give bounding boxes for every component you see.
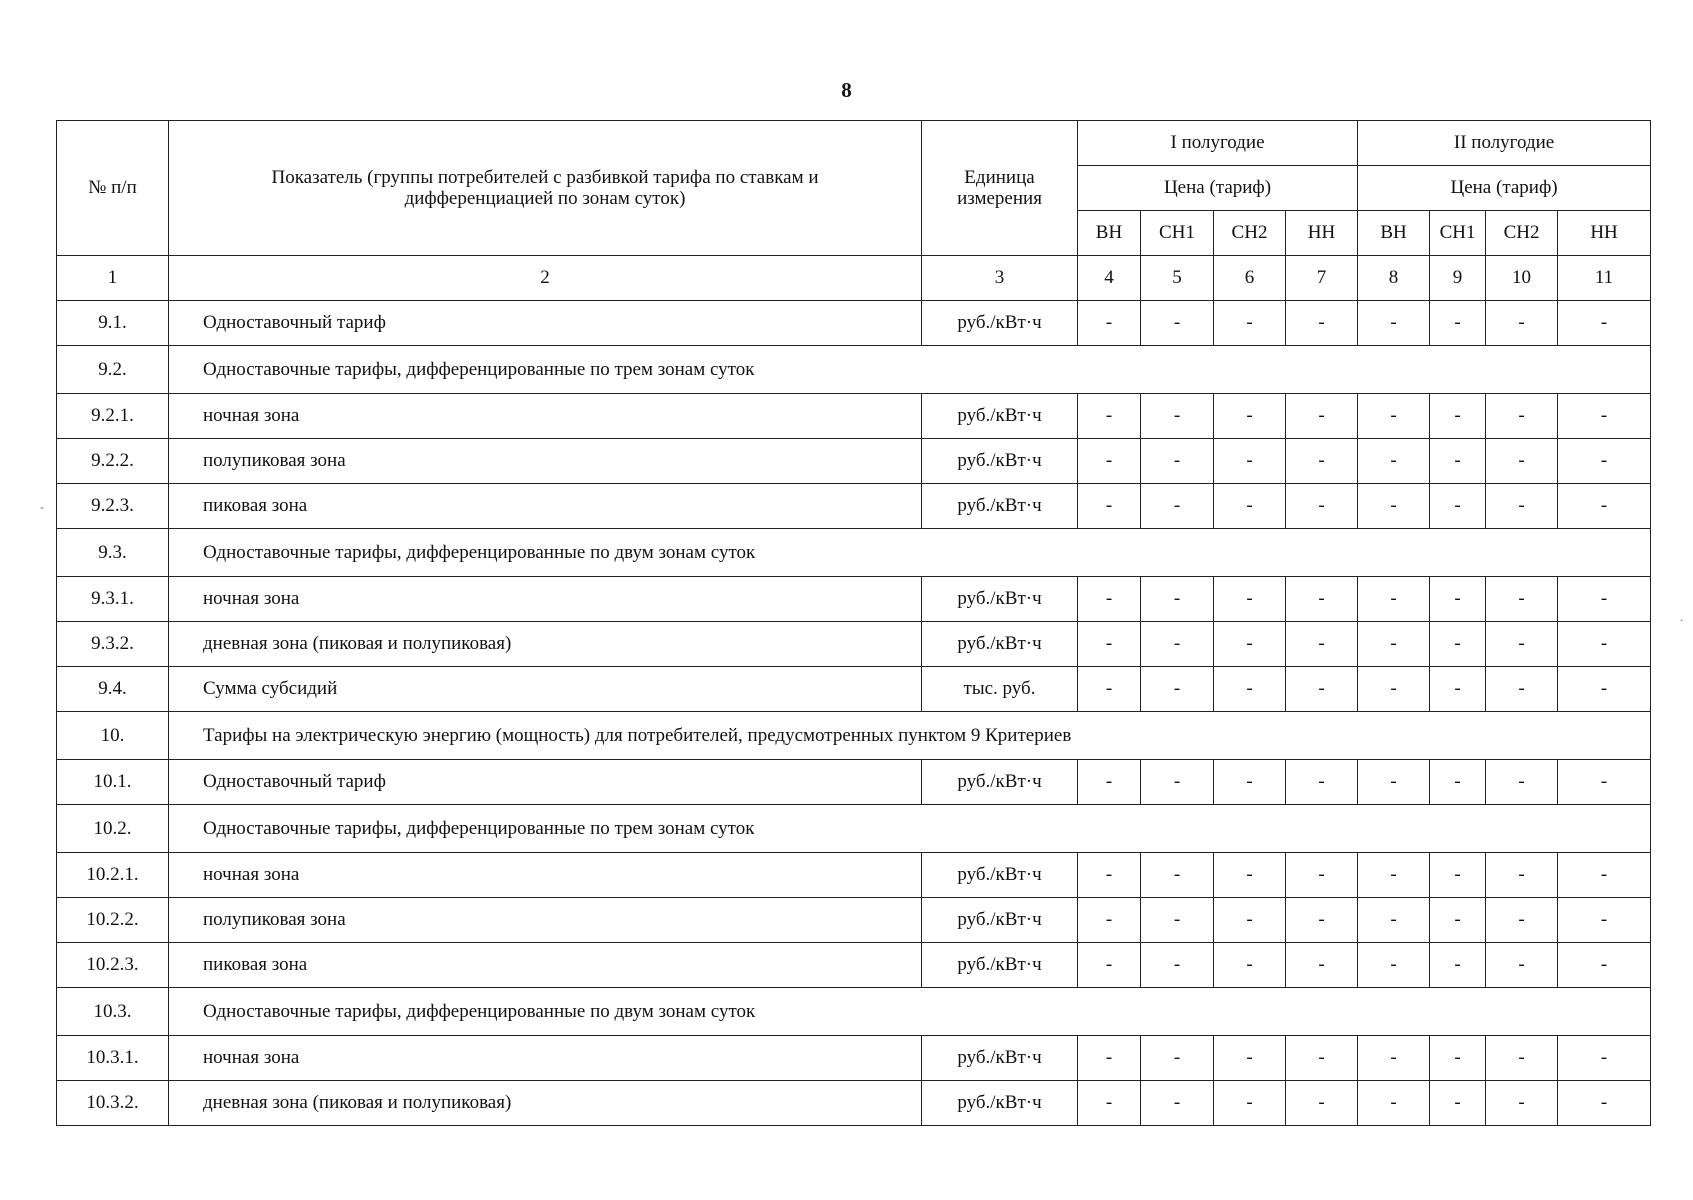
- row-value: -: [1430, 898, 1486, 943]
- row-value: -: [1214, 301, 1286, 346]
- row-value: -: [1430, 622, 1486, 667]
- row-value: -: [1486, 484, 1558, 529]
- row-value: -: [1214, 760, 1286, 805]
- row-value: -: [1430, 301, 1486, 346]
- row-indicator: Одноставочный тариф: [169, 301, 922, 346]
- row-unit: руб./кВт·ч: [922, 943, 1078, 988]
- row-value: -: [1430, 760, 1486, 805]
- row-indicator: ночная зона: [169, 394, 922, 439]
- column-number-1: 1: [57, 256, 169, 301]
- row-value: -: [1430, 943, 1486, 988]
- row-indicator: Сумма субсидий: [169, 667, 922, 712]
- row-value: -: [1141, 667, 1214, 712]
- row-value: -: [1141, 301, 1214, 346]
- row-value: -: [1358, 1036, 1430, 1081]
- row-value: -: [1078, 853, 1141, 898]
- row-number: 10.2.: [57, 805, 169, 853]
- row-value: -: [1286, 760, 1358, 805]
- table-row: [57, 622, 1651, 667]
- row-value: -: [1286, 667, 1358, 712]
- header-level-5: СН1: [1430, 211, 1486, 256]
- row-value: -: [1358, 853, 1430, 898]
- row-value: -: [1358, 667, 1430, 712]
- row-number: 9.3.: [57, 529, 169, 577]
- row-value: -: [1486, 622, 1558, 667]
- row-value: -: [1141, 760, 1214, 805]
- row-value: -: [1214, 577, 1286, 622]
- row-indicator: ночная зона: [169, 1036, 922, 1081]
- row-value: -: [1558, 1036, 1651, 1081]
- row-indicator: Одноставочный тариф: [169, 760, 922, 805]
- row-value: -: [1214, 484, 1286, 529]
- row-number: 9.2.2.: [57, 439, 169, 484]
- row-value: -: [1558, 667, 1651, 712]
- header-price1: Цена (тариф): [1078, 166, 1358, 211]
- row-value: -: [1358, 622, 1430, 667]
- row-indicator: полупиковая зона: [169, 898, 922, 943]
- scan-mark-left: -: [40, 500, 44, 514]
- row-value: -: [1358, 760, 1430, 805]
- table-row: [57, 805, 1651, 853]
- header-row-numbers: [57, 256, 1651, 301]
- row-value: -: [1486, 394, 1558, 439]
- column-number-8: 8: [1358, 256, 1430, 301]
- row-unit: руб./кВт·ч: [922, 577, 1078, 622]
- row-number: 9.3.2.: [57, 622, 169, 667]
- column-number-7: 7: [1286, 256, 1358, 301]
- column-number-6: 6: [1214, 256, 1286, 301]
- row-value: -: [1141, 898, 1214, 943]
- header-half2: II полугодие: [1358, 121, 1651, 166]
- row-unit: руб./кВт·ч: [922, 1081, 1078, 1126]
- row-unit: руб./кВт·ч: [922, 853, 1078, 898]
- row-number: 10.3.: [57, 988, 169, 1036]
- header-col-unit: Единица измерения: [922, 121, 1078, 256]
- row-section-title: Одноставочные тарифы, дифференцированные по трем зонам суток: [169, 346, 1651, 394]
- header-half1: I полугодие: [1078, 121, 1358, 166]
- row-value: -: [1141, 943, 1214, 988]
- column-number-4: 4: [1078, 256, 1141, 301]
- row-unit: руб./кВт·ч: [922, 898, 1078, 943]
- row-section-title: Одноставочные тарифы, дифференцированные по двум зонам суток: [169, 988, 1651, 1036]
- column-number-11: 11: [1558, 256, 1651, 301]
- row-unit: тыс. руб.: [922, 667, 1078, 712]
- row-value: -: [1486, 1081, 1558, 1126]
- row-value: -: [1358, 577, 1430, 622]
- row-value: -: [1214, 853, 1286, 898]
- column-number-3: 3: [922, 256, 1078, 301]
- row-value: -: [1286, 301, 1358, 346]
- row-value: -: [1078, 760, 1141, 805]
- row-value: -: [1078, 622, 1141, 667]
- header-price2: Цена (тариф): [1358, 166, 1651, 211]
- row-unit: руб./кВт·ч: [922, 484, 1078, 529]
- row-unit: руб./кВт·ч: [922, 1036, 1078, 1081]
- scan-mark-right: .: [1680, 610, 1683, 624]
- row-value: -: [1286, 853, 1358, 898]
- row-value: -: [1430, 853, 1486, 898]
- table-row: [57, 712, 1651, 760]
- column-number-2: 2: [169, 256, 922, 301]
- table-row: [57, 439, 1651, 484]
- row-section-title: Тарифы на электрическую энергию (мощность) для потребителей, предусмотренных пунктом 9 Критериев: [169, 712, 1651, 760]
- row-value: -: [1358, 439, 1430, 484]
- row-value: -: [1486, 301, 1558, 346]
- row-indicator: ночная зона: [169, 853, 922, 898]
- row-value: -: [1214, 1036, 1286, 1081]
- header-level-7: НН: [1558, 211, 1651, 256]
- row-number: 9.3.1.: [57, 577, 169, 622]
- row-number: 10.3.1.: [57, 1036, 169, 1081]
- row-number: 10.: [57, 712, 169, 760]
- row-value: -: [1558, 622, 1651, 667]
- row-number: 10.2.3.: [57, 943, 169, 988]
- table-row: [57, 943, 1651, 988]
- row-unit: руб./кВт·ч: [922, 622, 1078, 667]
- row-number: 10.2.1.: [57, 853, 169, 898]
- row-value: -: [1358, 898, 1430, 943]
- row-value: -: [1430, 1036, 1486, 1081]
- row-value: -: [1430, 439, 1486, 484]
- row-value: -: [1486, 1036, 1558, 1081]
- row-value: -: [1141, 622, 1214, 667]
- row-value: -: [1558, 394, 1651, 439]
- row-indicator: ночная зона: [169, 577, 922, 622]
- row-value: -: [1558, 439, 1651, 484]
- row-value: -: [1558, 301, 1651, 346]
- row-value: -: [1486, 760, 1558, 805]
- row-number: 9.2.1.: [57, 394, 169, 439]
- row-value: -: [1286, 1081, 1358, 1126]
- row-indicator: полупиковая зона: [169, 439, 922, 484]
- row-value: -: [1141, 484, 1214, 529]
- row-indicator: пиковая зона: [169, 943, 922, 988]
- row-value: -: [1430, 667, 1486, 712]
- row-value: -: [1558, 943, 1651, 988]
- page-number: 8: [841, 78, 852, 102]
- header-level-4: ВН: [1358, 211, 1430, 256]
- table-row: [57, 898, 1651, 943]
- header-level-3: НН: [1286, 211, 1358, 256]
- row-value: -: [1286, 1036, 1358, 1081]
- row-value: -: [1486, 943, 1558, 988]
- row-number: 9.2.3.: [57, 484, 169, 529]
- row-value: -: [1078, 1036, 1141, 1081]
- table-row: [57, 667, 1651, 712]
- row-unit: руб./кВт·ч: [922, 394, 1078, 439]
- row-indicator: дневная зона (пиковая и полупиковая): [169, 1081, 922, 1126]
- row-indicator: пиковая зона: [169, 484, 922, 529]
- header-level-1: СН1: [1141, 211, 1214, 256]
- row-value: -: [1430, 577, 1486, 622]
- row-value: -: [1286, 622, 1358, 667]
- row-value: -: [1430, 1081, 1486, 1126]
- row-value: -: [1214, 943, 1286, 988]
- header-row-halves: [57, 121, 1651, 166]
- row-number: 9.1.: [57, 301, 169, 346]
- row-value: -: [1141, 1036, 1214, 1081]
- row-number: 9.4.: [57, 667, 169, 712]
- row-value: -: [1486, 439, 1558, 484]
- table-row: [57, 1036, 1651, 1081]
- row-value: -: [1286, 439, 1358, 484]
- row-value: -: [1358, 301, 1430, 346]
- column-number-10: 10: [1486, 256, 1558, 301]
- row-value: -: [1430, 484, 1486, 529]
- row-value: -: [1558, 760, 1651, 805]
- row-value: -: [1486, 577, 1558, 622]
- column-number-9: 9: [1430, 256, 1486, 301]
- row-value: -: [1286, 394, 1358, 439]
- row-number: 10.2.2.: [57, 898, 169, 943]
- header-level-0: ВН: [1078, 211, 1141, 256]
- table-row: [57, 301, 1651, 346]
- table-row: [57, 577, 1651, 622]
- row-value: -: [1214, 667, 1286, 712]
- column-number-5: 5: [1141, 256, 1214, 301]
- table-row: [57, 529, 1651, 577]
- row-value: -: [1141, 853, 1214, 898]
- row-unit: руб./кВт·ч: [922, 301, 1078, 346]
- tariff-table: [56, 120, 1651, 1126]
- row-value: -: [1558, 1081, 1651, 1126]
- row-value: -: [1558, 484, 1651, 529]
- row-value: -: [1558, 898, 1651, 943]
- header-level-2: СН2: [1214, 211, 1286, 256]
- row-value: -: [1141, 577, 1214, 622]
- row-value: -: [1078, 667, 1141, 712]
- row-unit: руб./кВт·ч: [922, 439, 1078, 484]
- table-row: [57, 394, 1651, 439]
- row-section-title: Одноставочные тарифы, дифференцированные по двум зонам суток: [169, 529, 1651, 577]
- row-value: -: [1078, 301, 1141, 346]
- header-col-no: № п/п: [57, 121, 169, 256]
- row-value: -: [1141, 439, 1214, 484]
- row-value: -: [1141, 394, 1214, 439]
- row-value: -: [1558, 853, 1651, 898]
- row-value: -: [1214, 898, 1286, 943]
- row-value: -: [1078, 439, 1141, 484]
- row-indicator: дневная зона (пиковая и полупиковая): [169, 622, 922, 667]
- table-row: [57, 853, 1651, 898]
- table-body: [57, 301, 1651, 1126]
- row-value: -: [1214, 622, 1286, 667]
- table-row: [57, 1081, 1651, 1126]
- row-value: -: [1078, 1081, 1141, 1126]
- row-value: -: [1078, 898, 1141, 943]
- row-value: -: [1078, 394, 1141, 439]
- row-value: -: [1286, 577, 1358, 622]
- row-number: 10.1.: [57, 760, 169, 805]
- row-value: -: [1358, 484, 1430, 529]
- row-value: -: [1358, 943, 1430, 988]
- header-level-6: СН2: [1486, 211, 1558, 256]
- row-value: -: [1214, 1081, 1286, 1126]
- row-value: -: [1358, 1081, 1430, 1126]
- row-value: -: [1078, 577, 1141, 622]
- table-row: [57, 988, 1651, 1036]
- row-value: -: [1078, 484, 1141, 529]
- row-value: -: [1286, 943, 1358, 988]
- row-value: -: [1558, 577, 1651, 622]
- row-value: -: [1486, 853, 1558, 898]
- row-value: -: [1141, 1081, 1214, 1126]
- row-unit: руб./кВт·ч: [922, 760, 1078, 805]
- row-value: -: [1078, 943, 1141, 988]
- table-row: [57, 484, 1651, 529]
- row-value: -: [1486, 667, 1558, 712]
- row-value: -: [1358, 394, 1430, 439]
- row-value: -: [1486, 898, 1558, 943]
- row-value: -: [1286, 898, 1358, 943]
- row-value: -: [1430, 394, 1486, 439]
- row-value: -: [1286, 484, 1358, 529]
- row-section-title: Одноставочные тарифы, дифференцированные по трем зонам суток: [169, 805, 1651, 853]
- header-col-indicator: Показатель (группы потребителей с разбивкой тарифа по ставкам и дифференциацией по зонам суток): [169, 121, 922, 256]
- table-row: [57, 760, 1651, 805]
- table-row: [57, 346, 1651, 394]
- row-value: -: [1214, 394, 1286, 439]
- row-number: 9.2.: [57, 346, 169, 394]
- row-number: 10.3.2.: [57, 1081, 169, 1126]
- row-value: -: [1214, 439, 1286, 484]
